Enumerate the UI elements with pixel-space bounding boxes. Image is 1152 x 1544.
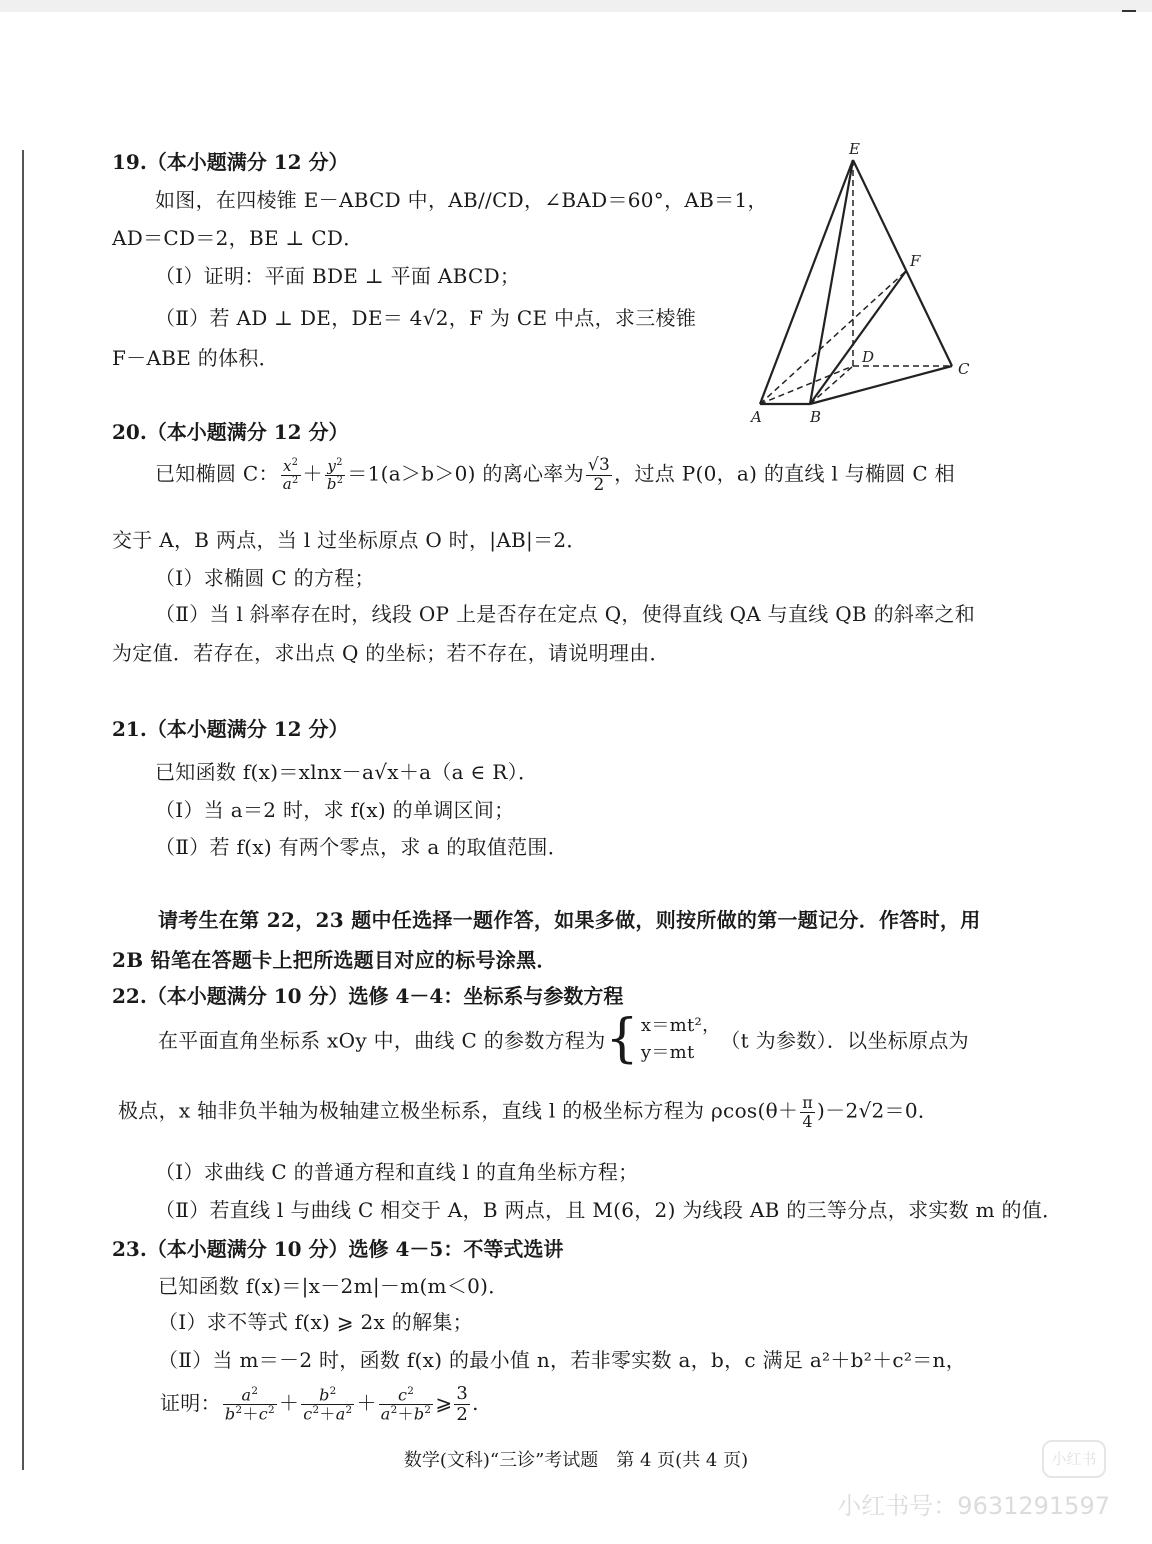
q23-part2: （Ⅱ）当 m＝－2 时，函数 f(x) 的最小值 n，若非零实数 a，b，c 满足 a²＋b²＋c²＝n， <box>158 1348 966 1372</box>
q20-line1: 已知椭圆 C： $\frac{x^2}{a^2}$ ＋ $\frac{y^2}{b^2}$ ＝1(a＞b＞0) 的离心率为 $\frac{√3}{2}$ ，过点 P(0，a) 的直线 l 与椭圆 C 相 <box>155 455 955 495</box>
q19-line1: 如图，在四棱锥 E－ABCD 中，AB//CD，∠BAD＝60°，AB＝1， <box>155 188 768 212</box>
q22-line2: 极点，x 轴非负半轴为极轴建立极坐标系，直线 l 的极坐标方程为 ρcos(θ＋ $\frac{\pi}{4}$ )－2√2＝0． <box>118 1093 939 1131</box>
label-e: E <box>849 140 860 158</box>
watermark-text: 小红书号：9631291597 <box>837 1492 1110 1520</box>
q19-heading: 19.（本小题满分 12 分） <box>112 150 349 174</box>
q22-heading: 22.（本小题满分 10 分）选修 4－4：坐标系与参数方程 <box>112 984 624 1008</box>
margin-line <box>22 150 24 1470</box>
label-d: D <box>862 348 875 366</box>
q23-line1: 已知函数 f(x)＝|x－2m|－m(m＜0)． <box>158 1274 509 1298</box>
label-b: B <box>810 408 822 426</box>
q21-heading: 21.（本小题满分 12 分） <box>112 717 349 741</box>
q22-part2: （Ⅱ）若直线 l 与曲线 C 相交于 A，B 两点，且 M(6，2) 为线段 AB 的三等分点，求实数 m 的值． <box>155 1198 1063 1222</box>
q19-part1: （Ⅰ）证明：平面 BDE ⊥ 平面 ABCD； <box>155 264 521 288</box>
q22-line1: 在平面直角坐标系 xOy 中，曲线 C 的参数方程为{ x＝mt²， y＝mt （t 为参数）．以坐标原点为 <box>158 1009 969 1069</box>
q20-part1: （Ⅰ）求椭圆 C 的方程； <box>155 566 375 590</box>
q19-part2: （Ⅱ）若 AD ⊥ DE，DE＝ 4√2，F 为 CE 中点，求三棱锥 <box>155 306 697 330</box>
minimize-icon[interactable] <box>1122 10 1136 12</box>
q21-part1: （Ⅰ）当 a＝2 时，求 f(x) 的单调区间； <box>155 798 515 822</box>
q20-line2: 交于 A，B 两点，当 l 过坐标原点 O 时，|AB|＝2． <box>112 528 587 552</box>
notice-line2: 2B 铅笔在答题卡上把所选题目对应的标号涂黑． <box>112 948 557 972</box>
label-c: C <box>958 360 970 378</box>
q20-heading: 20.（本小题满分 12 分） <box>112 420 349 444</box>
page-footer: 数学(文科)“三诊”考试题 第 4 页(共 4 页) <box>403 1450 749 1471</box>
q19-line5: F－ABE 的体积． <box>112 346 279 370</box>
q19-line2: AD＝CD＝2，BE ⊥ CD． <box>112 226 364 250</box>
label-a: A <box>751 408 762 426</box>
pyramid-figure <box>740 138 980 430</box>
q20-line5: 为定值．若存在，求出点 Q 的坐标；若不存在，请说明理由． <box>112 641 670 665</box>
label-f: F <box>910 252 921 270</box>
q21-part2: （Ⅱ）若 f(x) 有两个零点，求 a 的取值范围． <box>155 835 569 859</box>
param-eq-y: y＝mt <box>640 1042 695 1063</box>
q20-part2: （Ⅱ）当 l 斜率存在时，线段 OP 上是否存在定点 Q，使得直线 QA 与直线 QB 的斜率之和 <box>155 602 976 626</box>
q23-part1: （Ⅰ）求不等式 f(x) ⩾ 2x 的解集； <box>158 1310 473 1334</box>
notice-line1: 请考生在第 22，23 题中任选择一题作答，如果多做，则按所做的第一题记分．作答时，用 <box>158 908 981 932</box>
top-bar <box>0 0 1152 12</box>
q21-line1: 已知函数 f(x)＝xlnx－a√x＋a（a ∈ R）． <box>155 760 539 784</box>
q23-proof: 证明： $\frac{a^2}{b^2+c^2}$ ＋ $\frac{b^2}{c^2+a^2}$ ＋ $\frac{c^2}{a^2+b^2}$ ⩾ $\frac{3}{2}$ . <box>160 1383 479 1425</box>
param-eq-x: x＝mt²， <box>640 1015 721 1036</box>
q23-heading: 23.（本小题满分 10 分）选修 4－5：不等式选讲 <box>112 1237 564 1261</box>
q22-part1: （Ⅰ）求曲线 C 的普通方程和直线 l 的直角坐标方程； <box>155 1160 639 1184</box>
watermark-logo: 小红书 <box>1042 1440 1106 1478</box>
